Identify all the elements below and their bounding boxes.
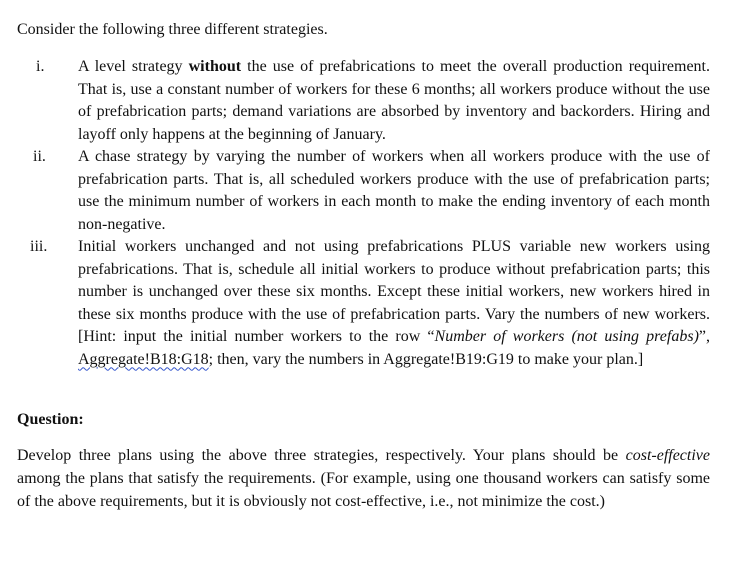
strategy-1-text-after: the use of prefabrications to meet the overall production requirement. That is, use a constant number of workers for these 6 months; all workers produce without the use of prefabrication parts; demand variations are absorbed by inventory and backorders. Hiring and layoff only happens at the beginning of January. — [78, 58, 710, 143]
strategy-1-bold-word: without — [188, 58, 242, 75]
strategy-text-3 — [78, 236, 710, 371]
question-italic-term: cost-effective — [625, 447, 710, 464]
question-heading: Question: — [17, 411, 84, 428]
strategy-3-italic-row-name: Number of workers (not using prefabs) — [434, 328, 699, 345]
strategy-text-1 — [78, 56, 710, 146]
intro-text: Consider the following three different strategies. — [17, 21, 328, 38]
strategy-numeral-1: i. — [36, 58, 45, 75]
strategy-3-text-part2: ”, — [698, 328, 711, 345]
question-text-part1: Develop three plans using the above three strategies, respectively. Your plans should be — [17, 447, 626, 464]
strategy-3-text-part3: ; then, vary the numbers in Aggregate!B19:G19 to make your plan.] — [208, 350, 644, 368]
cell-range-reference: Aggregate!B18:G18 — [78, 350, 209, 368]
strategy-text-2: A chase strategy by varying the number of workers when all workers produce with the use of prefabrication parts. That is, all scheduled workers produce with the use of prefabrication parts; use the minimum number of workers in each month to make the ending inventory of each month non-negative. — [78, 148, 710, 233]
strategy-3-text-part1: Initial workers unchanged and not using prefabrications PLUS variable new workers using prefabrications. That is, schedule all initial workers to produce without prefabrication parts; this number is unchanged over these six months. Except these initial workers, new workers hired in these six months produce with the use of prefabrication parts. Vary the numbers of new workers. [Hint: input the initial number workers to the row “ — [78, 238, 710, 345]
strategy-numeral-3: iii. — [30, 238, 48, 255]
strategy-numeral-2: ii. — [33, 148, 46, 165]
question-text — [17, 444, 710, 513]
question-text-part2: among the plans that satisfy the requirements. (For example, using one thousand workers can satisfy some of the above requirements, but it is obviously not cost-effective, i.e., not minimize the cost.) — [17, 470, 710, 510]
strategy-1-text-before: A level strategy — [78, 58, 189, 75]
